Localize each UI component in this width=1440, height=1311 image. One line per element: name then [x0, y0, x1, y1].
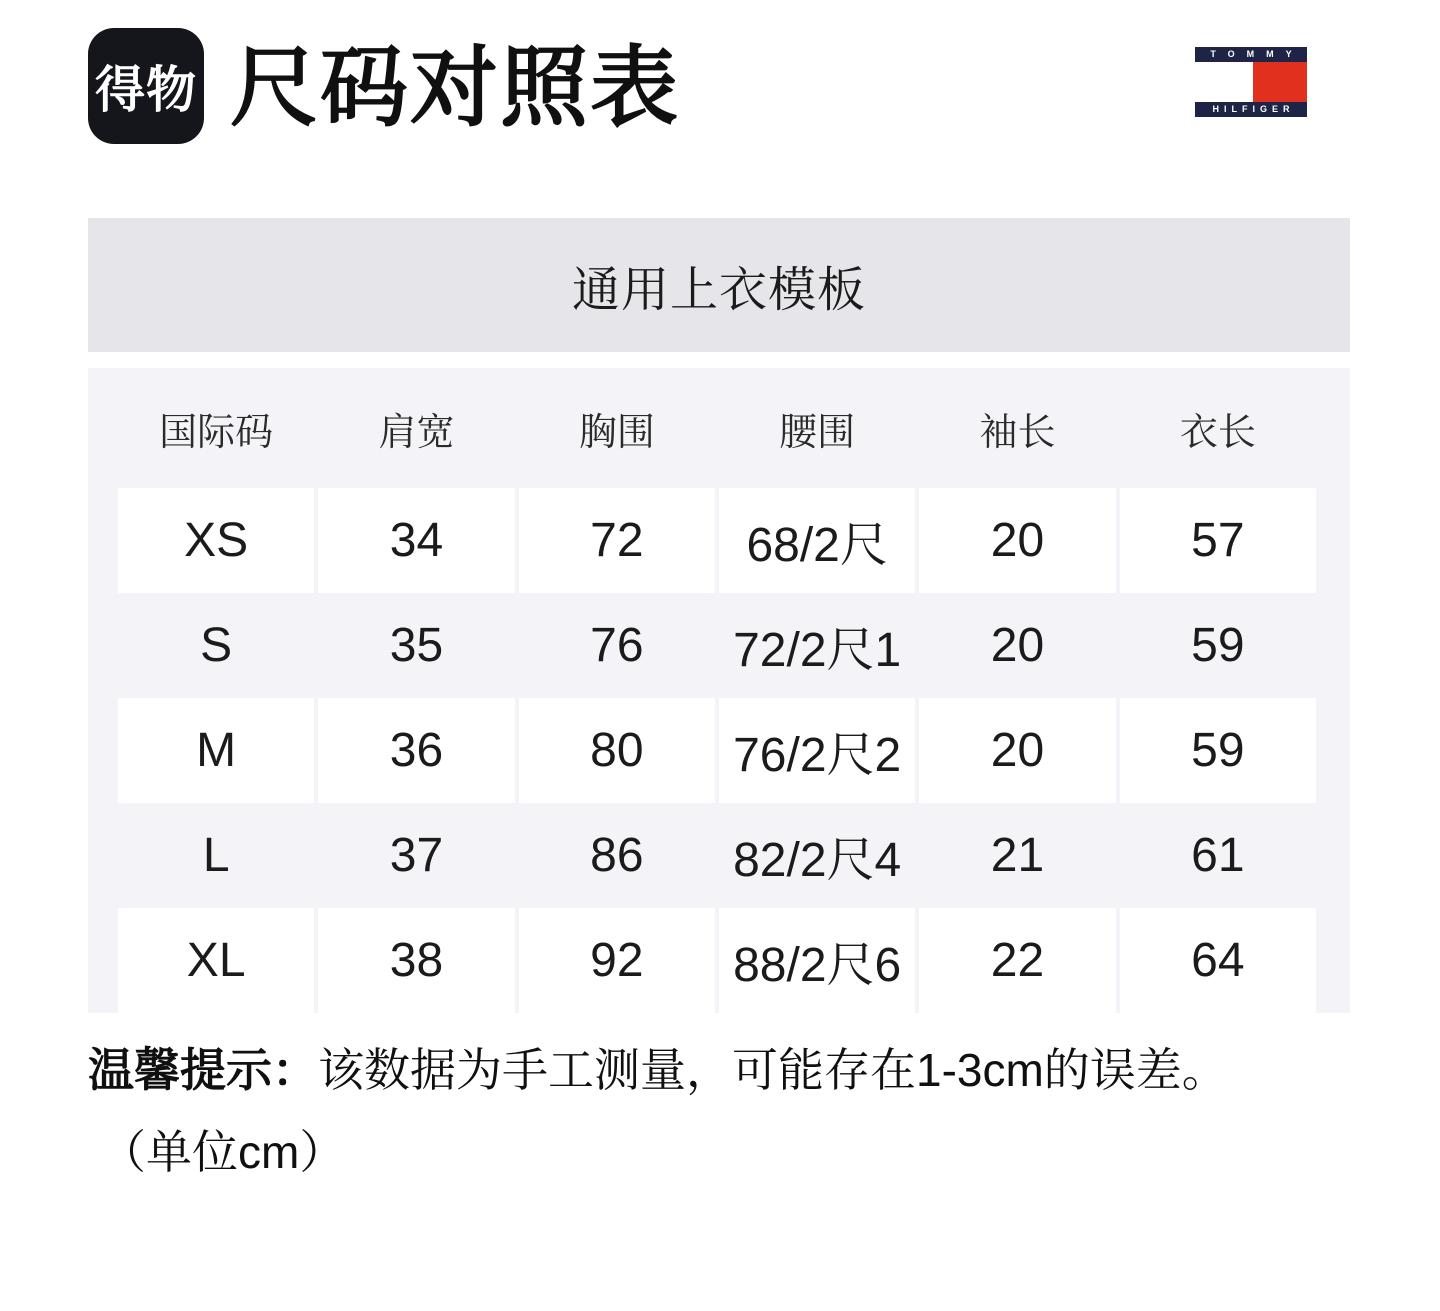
- template-banner: [88, 218, 1350, 352]
- measurement-cell: 76: [590, 619, 644, 672]
- tommy-hilfiger-logo: [1195, 47, 1307, 117]
- measurement-cell: 59: [1120, 698, 1316, 803]
- measurement-cell: 22: [919, 908, 1115, 1013]
- brand-word-tommy: TOMMY: [1210, 49, 1304, 59]
- table-row: [118, 698, 1316, 803]
- notice: [88, 1041, 1352, 1183]
- measurement-cell: 59: [1191, 619, 1245, 672]
- notice-line: [88, 1041, 1352, 1101]
- size-table: [88, 368, 1350, 1013]
- measurement-cell: 86: [590, 829, 644, 882]
- column-header: 衣长: [1179, 411, 1256, 454]
- unit-note: （单位cm）: [100, 1125, 346, 1178]
- flag-white-block: [1195, 62, 1253, 102]
- dewu-logo-text: 得物: [95, 62, 197, 118]
- measurement-cell: 72/2尺1: [733, 624, 902, 677]
- measurement-cell: 20: [919, 698, 1115, 803]
- size-cell: M: [118, 698, 314, 803]
- page-header: [0, 0, 1440, 144]
- template-title: 通用上衣模板: [571, 263, 866, 317]
- brand-word-hilfiger: HILFIGER: [1212, 104, 1295, 114]
- tommy-hilfiger-bottom-bar: [1195, 102, 1307, 117]
- page-title: 尺码对照表: [230, 38, 681, 137]
- table-row: [118, 488, 1316, 593]
- size-cell: XS: [118, 488, 314, 593]
- size-table-header-row: [118, 368, 1316, 488]
- measurement-cell: 76/2尺2: [719, 698, 915, 803]
- measurement-cell: 20: [990, 619, 1045, 672]
- size-cell: XL: [118, 908, 314, 1013]
- measurement-cell: 80: [519, 698, 715, 803]
- measurement-cell: 68/2尺: [719, 488, 915, 593]
- measurement-cell: 64: [1120, 908, 1316, 1013]
- measurement-cell: 35: [389, 619, 444, 672]
- table-row: [118, 908, 1316, 1013]
- column-header: 腰围: [779, 411, 856, 454]
- notice-label: 温馨提示：: [88, 1044, 318, 1096]
- size-cell: L: [202, 829, 230, 882]
- flag-red-block: [1253, 62, 1307, 102]
- measurement-cell: 38: [318, 908, 514, 1013]
- measurement-cell: 72: [519, 488, 715, 593]
- measurement-cell: 20: [919, 488, 1115, 593]
- table-row: [118, 593, 1316, 698]
- column-header: 袖长: [979, 411, 1056, 454]
- size-table-body: [118, 488, 1316, 1013]
- dewu-logo: [88, 28, 204, 144]
- table-row: [118, 803, 1316, 908]
- measurement-cell: 61: [1191, 829, 1245, 882]
- measurement-cell: 82/2尺4: [733, 834, 902, 887]
- tommy-hilfiger-top-bar: [1195, 47, 1307, 62]
- measurement-cell: 36: [318, 698, 514, 803]
- measurement-cell: 21: [990, 829, 1045, 882]
- measurement-cell: 37: [389, 829, 444, 882]
- measurement-cell: 88/2尺6: [719, 908, 915, 1013]
- measurement-cell: 34: [318, 488, 514, 593]
- notice-text: 该数据为手工测量，可能存在1-3cm的误差。: [318, 1044, 1228, 1096]
- measurement-cell: 92: [519, 908, 715, 1013]
- size-cell: S: [200, 619, 233, 672]
- measurement-cell: 57: [1120, 488, 1316, 593]
- column-header: 胸围: [578, 411, 655, 454]
- column-header: 肩宽: [378, 411, 455, 454]
- column-header: 国际码: [159, 411, 274, 454]
- tommy-hilfiger-flag: [1195, 62, 1307, 102]
